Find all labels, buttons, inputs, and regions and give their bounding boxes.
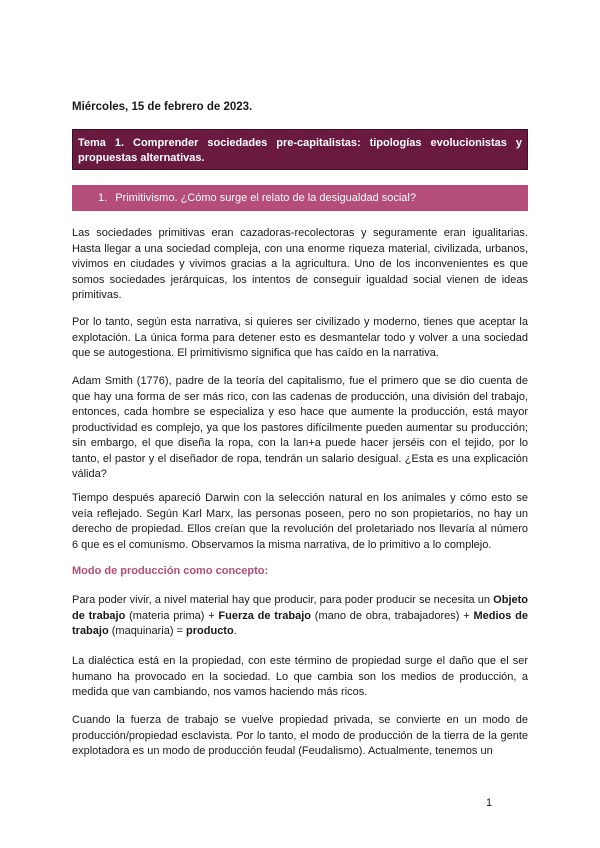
subheading-modo-produccion: Modo de producción como concepto:: [72, 565, 269, 577]
topic-title-box: Tema 1. Comprender sociedades pre-capitalistas: tipologías evolucionistas y propuestas alternativas.: [72, 129, 528, 170]
p5-text-i: .: [233, 625, 237, 637]
term-objeto-trabajo: Objeto de trabajo: [72, 594, 529, 622]
paragraph-produccion-definicion: [72, 593, 528, 640]
paragraph-narrativa: Por lo tanto, según esta narrativa, si quieres ser civilizado y moderno, tienes que aceptar la explotación. La única forma para detener esto es desmantelar todo y volver a una sociedad que se autogestiona. El primitivismo significa que has caído en la narrativa.: [72, 316, 528, 359]
p5-text-c: (materia prima) +: [125, 609, 219, 622]
paragraph-adam-smith: Adam Smith (1776), padre de la teoría del capitalismo, fue el primero que se dio cuenta de que hay una forma de ser más rico, con las cadenas de producción, una división del trabajo, entonces, cada hombre se especializa y eso hace que aumente la producción, está mayor productividad es complejo, ya que los pastores difícilmente pueden aumentar su producción; sin embargo, el que diseña la ropa, con la lan+a puede hacer jerséis con el tejido, por lo tanto, el pastor y el diseñador de ropa, tendrán un salario desigual. ¿Esta es una explicación válida?: [72, 375, 528, 480]
section-heading: [72, 185, 528, 211]
p5-text-e: (mano de obra, trabajadores) +: [310, 609, 470, 622]
p5-text-a: Para poder vivir, a nivel material hay que producir, para poder producir se necesita un: [72, 594, 491, 606]
term-medios-trabajo: Medios de trabajo: [72, 609, 528, 637]
term-producto: producto: [186, 625, 234, 637]
page-number: 1: [486, 797, 493, 809]
section-number: 1.: [98, 192, 108, 204]
paragraph-sociedades-primitivas: Las sociedades primitivas eran cazadoras-recolectoras y seguramente eran igualitarias. Hasta llegar a una sociedad compleja, con una enorme riqueza material, civilizada, urbanos, vivimos en ciudades y vivimos gracias a la agricultura. Uno de los inconvenientes es que somos sociedades jerárquicas, los intentos de conseguir igualdad social vienen de ideas primitivas.: [72, 227, 528, 301]
paragraph-dialectica: La dialéctica está en la propiedad, con este término de propiedad surge el daño que el ser humano ha provocado en la sociedad. Lo que cambia son los medios de producción, a medida que van cambiando, nos vamos haciendo más ricos.: [72, 655, 528, 698]
document-date: Miércoles, 15 de febrero de 2023.: [72, 101, 253, 113]
section-title: Primitivismo. ¿Cómo surge el relato de la desigualdad social?: [115, 192, 416, 204]
term-fuerza-trabajo: Fuerza de trabajo: [218, 609, 311, 622]
p5-text-g: (maquinaria) =: [108, 625, 187, 637]
paragraph-darwin-marx: Tiempo después apareció Darwin con la selección natural en los animales y cómo esto se veía reflejado. Según Karl Marx, las personas poseen, pero no son propietarios, no hay un derecho de propiedad. Ellos creían que la revolución del proletariado nos llevaría al número 6 que es el comunismo. Observamos la misma narrativa, de lo primitivo a lo complejo.: [72, 492, 528, 551]
paragraph-fuerza-trabajo: Cuando la fuerza de trabajo se vuelve propiedad privada, se convierte en un modo de producción/propiedad esclavista. Por lo tanto, el modo de producción de la tierra de la gente explotadora es un modo de producción feudal (Feudalismo). Actualmente, tenemos un: [72, 714, 528, 757]
